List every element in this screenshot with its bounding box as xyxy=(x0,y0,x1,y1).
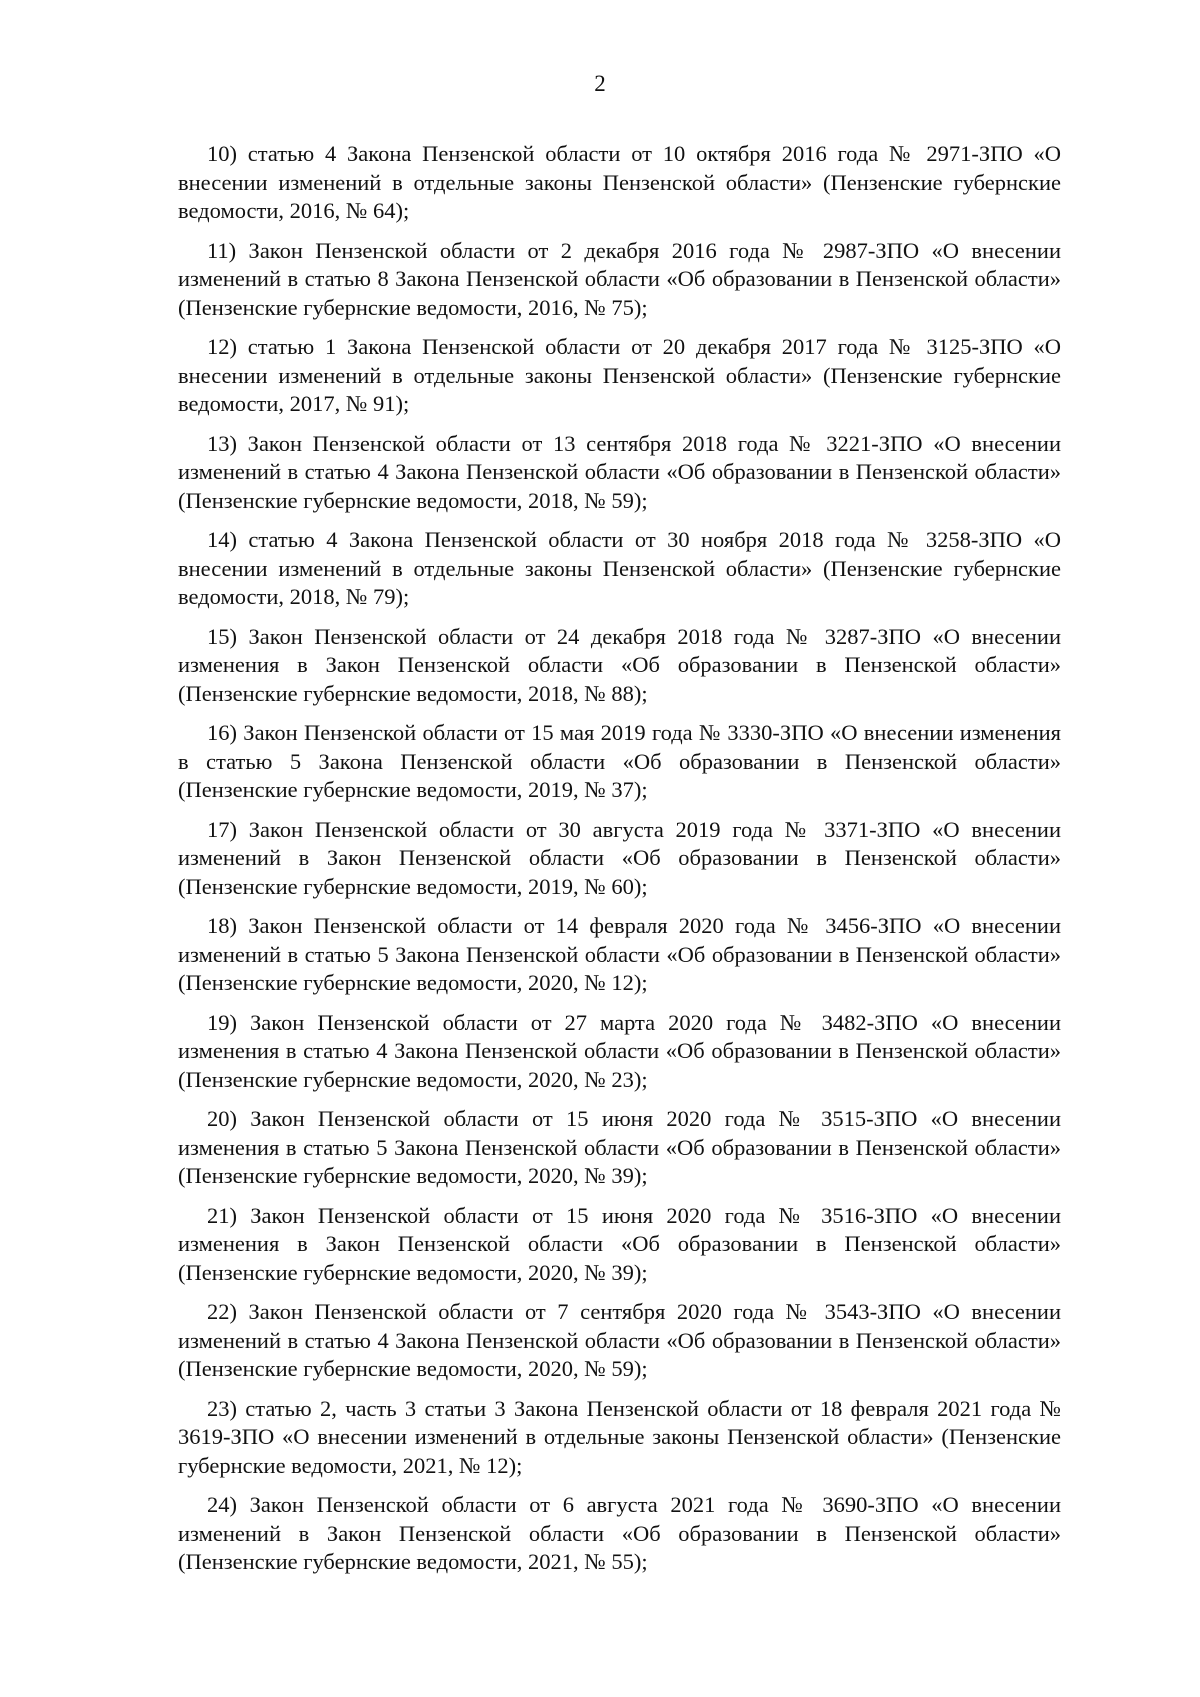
list-item-11: 11) Закон Пензенской области от 2 декабря 2016 года № 2987-ЗПО «О внесении изменений в статью 8 Закона Пензенской области «Об образовании в Пензенской области» (Пензенские губернские ведомости, 2016, № 75); xyxy=(178,237,1061,320)
list-item-17: 17) Закон Пензенской области от 30 августа 2019 года № 3371-ЗПО «О внесении изменений в Закон Пензенской области «Об образовании в Пензенской области» (Пензенские губернские ведомости, 2019, № 60); xyxy=(178,816,1061,899)
list-item-14: 14) статью 4 Закона Пензенской области от 30 ноября 2018 года № 3258-ЗПО «О внесении изменений в отдельные законы Пензенской области» (Пензенские губернские ведомости, 2018, № 79); xyxy=(178,527,1061,609)
law-list xyxy=(178,140,1061,1588)
list-item-12: 12) статью 1 Закона Пензенской области от 20 декабря 2017 года № 3125-ЗПО «О внесении изменений в отдельные законы Пензенской области» (Пензенские губернские ведомости, 2017, № 91); xyxy=(178,334,1061,416)
list-item-15: 15) Закон Пензенской области от 24 декабря 2018 года № 3287-ЗПО «О внесении изменения в Закон Пензенской области «Об образовании в Пензенской области» (Пензенские губернские ведомости, 2018, № 88); xyxy=(178,623,1061,706)
list-item-22: 22) Закон Пензенской области от 7 сентября 2020 года № 3543-ЗПО «О внесении изменений в статью 4 Закона Пензенской области «Об образовании в Пензенской области» (Пензенские губернские ведомости, 2020, № 59); xyxy=(178,1299,1061,1381)
list-item-21: 21) Закон Пензенской области от 15 июня 2020 года № 3516-ЗПО «О внесении изменения в Закон Пензенской области «Об образовании в Пензенской области» (Пензенские губернские ведомости, 2020, № 39); xyxy=(178,1202,1061,1285)
list-item-18: 18) Закон Пензенской области от 14 февраля 2020 года № 3456-ЗПО «О внесении изменений в статью 5 Закона Пензенской области «Об образовании в Пензенской области» (Пензенские губернские ведомости, 2020, № 12); xyxy=(178,913,1061,995)
list-item-13: 13) Закон Пензенской области от 13 сентября 2018 года № 3221-ЗПО «О внесении изменений в статью 4 Закона Пензенской области «Об образовании в Пензенской области» (Пензенские губернские ведомости, 2018, № 59); xyxy=(178,430,1061,513)
list-item-23: 23) статью 2, часть 3 статьи 3 Закона Пензенской области от 18 февраля 2021 года № 3619-ЗПО «О внесении изменений в отдельные законы Пензенской области» (Пензенские губернские ведомости, 2021, № 12); xyxy=(178,1395,1061,1478)
page-number: 2 xyxy=(594,71,606,96)
list-item-24: 24) Закон Пензенской области от 6 августа 2021 года № 3690-ЗПО «О внесении изменений в Закон Пензенской области «Об образовании в Пензенской области» (Пензенские губернские ведомости, 2021, № 55); xyxy=(178,1492,1061,1574)
list-item-10: 10) статью 4 Закона Пензенской области от 10 октября 2016 года № 2971-ЗПО «О внесении изменений в отдельные законы Пензенской области» (Пензенские губернские ведомости, 2016, № 64); xyxy=(178,141,1061,223)
list-item-20: 20) Закон Пензенской области от 15 июня 2020 года № 3515-ЗПО «О внесении изменения в статью 5 Закона Пензенской области «Об образовании в Пензенской области» (Пензенские губернские ведомости, 2020, № 39); xyxy=(178,1106,1061,1188)
list-item-19: 19) Закон Пензенской области от 27 марта 2020 года № 3482-ЗПО «О внесении изменения в статью 4 Закона Пензенской области «Об образовании в Пензенской области» (Пензенские губернские ведомости, 2020, № 23); xyxy=(178,1009,1061,1092)
list-item-16: 16) Закон Пензенской области от 15 мая 2019 года № 3330-ЗПО «О внесении изменения в статью 5 Закона Пензенской области «Об образовании в Пензенской области» (Пензенские губернские ведомости, 2019, № 37); xyxy=(178,720,1061,802)
